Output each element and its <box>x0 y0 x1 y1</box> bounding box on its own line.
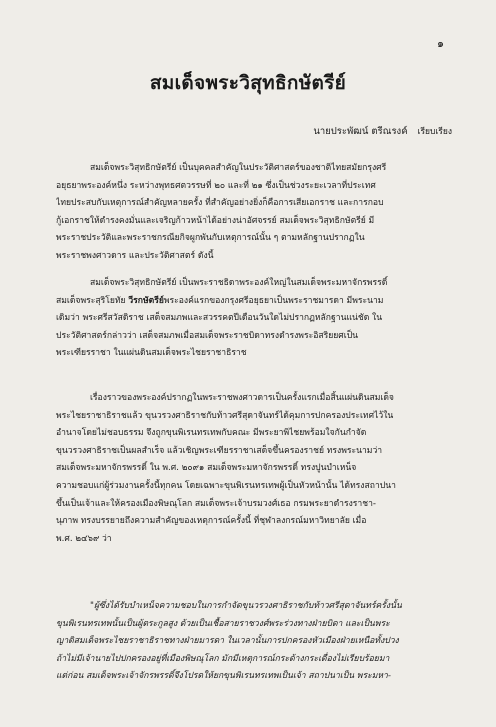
text-line: พระเฑียรราชา ในแผ่นดินสมเด็จพระไชยราชาธิราช <box>56 348 247 359</box>
quote-line: "ผู้ซึ่งได้รับบำเหน็จความชอบในการกำจัดขุนวรวงศาธิราชกับท้าวศรีสุดาจันทร์ครั้งนั้น <box>90 601 402 611</box>
quote-line: ญาติสมเด็จพระไชยราชาธิราชทางฝ่ายมารดา ในเวลานั้นการปกครองหัวเมืองฝ่ายเหนือทั้งปวง <box>56 636 399 647</box>
text-line: สมเด็จพระมหาจักรพรรดิ์ ใน พ.ศ. ๒๐๙๑ สมเด็จพระมหาจักรพรรดิ์ ทรงปูนบำเหน็จ <box>56 463 357 474</box>
text-line: พระราชประวัติและพระราชกรณียกิจผูกพันกับเหตุการณ์นั้น ๆ ตามหลักฐานปรากฏใน <box>56 233 365 244</box>
text-line: พระราชพงศาวดาร และประวัติศาสตร์ ดังนี้ <box>56 250 214 261</box>
text-line: ความชอบแก่ผู้ร่วมงานครั้งนี้ทุกคน โดยเฉพาะขุนพิเรนทรเทพผู้เป็นหัวหน้านั้น ได้ทรงสถาปนา <box>56 480 396 491</box>
quote-line: ถ้าไม่มีเจ้านายไปปกครองอยู่ที่เมืองพิษณุโลก มักมีเหตุการณ์กระด้างกระเดื่องไม่เรียบร้อยมา <box>56 653 390 664</box>
text-line: อยุธยาพระองค์หนึ่ง ระหว่างพุทธศตวรรษที่ ๒๐ และที่ ๒๑ ซึ่งเป็นช่วงระยะเวลาที่ประเทศ <box>56 180 376 191</box>
author-name: นายประพัฒน์ ตรีณรงค์ <box>313 126 408 137</box>
text-line: พระไชยราชาธิราชแล้ว ขุนวรวงศาธิราชกับท้าวศรีสุดาจันทร์ได้คุมการปกครองประเทศไว้ใน <box>56 410 394 421</box>
paragraph-1 <box>56 160 452 266</box>
text-line: สมเด็จพระวิสุทธิกษัตรีย์ เป็นพระราชธิดาพระองค์ใหญ่ในสมเด็จพระมหาจักรพรรดิ์ <box>90 278 388 288</box>
quote-line: ขุนพิเรนทรเทพนั้นเป็นผู้ตระกูลสูง ด้วยเป็นเชื้อสายราชวงศ์พระร่วงทางฝ่ายบิดา และเป็นพระ <box>56 618 390 629</box>
paragraph-2 <box>56 275 452 363</box>
quotation <box>56 598 452 686</box>
quote-line: แต่ก่อน สมเด็จพระเจ้าจักรพรรดิ์จึงโปรดให้ยกขุนพิเรนทรเทพเป็นเจ้า สถาปนาเป็น พระมหา- <box>56 671 391 682</box>
emphasis-word: วีรกษัตรีย์ <box>128 295 164 306</box>
text-line: กู้เอกราชให้ดำรงคงมั่นและเจริญก้าวหน้าได้อย่างน่าอัศจรรย์ สมเด็จพระวิสุทธิกษัตรีย์ มี <box>56 215 375 226</box>
text-line: ไทยประสบกับเหตุการณ์สำคัญหลายครั้ง ที่สำคัญอย่างยิ่งก็คือการเสียเอกราช และการกอบ <box>56 198 384 209</box>
author-line <box>313 124 452 139</box>
text-line: ขุนวรวงศาธิราชเป็นผลสำเร็จ แล้วเชิญพระเฑียรราชาเสด็จขึ้นครองราชย์ ทรงพระนามว่า <box>56 445 383 456</box>
paragraph-3 <box>56 390 452 548</box>
text-line: ประวัติศาสตร์กล่าวว่า เสด็จสมภพเมื่อสมเด็จพระราชบิดาทรงดำรงพระอิสริยยศเป็น <box>56 330 359 341</box>
text-line: อำนาจโดยไม่ชอบธรรม จึงถูกขุนพิเรนทรเทพกับคณะ มีพระยาพิไชยพร้อมใจกันกำจัด <box>56 428 367 439</box>
text-line: พ.ศ. ๒๔๖๙ ว่า <box>56 533 112 544</box>
text-line: เดิมว่า พระศรีสวัสดิราช เสด็จสมภพและสวรรคตปีเดือนวันใดไม่ปรากฏหลักฐานแน่ชัด ใน <box>56 313 383 324</box>
text-line: เรื่องราวของพระองค์ปรากฏในพระราชพงศาวดารเป็นครั้งแรกเมื่อสิ้นแผ่นดินสมเด็จ <box>90 393 394 403</box>
page-number: ๑ <box>437 37 444 50</box>
page-title: สมเด็จพระวิสุทธิกษัตรีย์ <box>149 72 347 94</box>
text-line: สมเด็จพระวิสุทธิกษัตรีย์ เป็นบุคคลสำคัญในประวัติศาสตร์ของชาติไทยสมัยกรุงศรี <box>90 163 387 173</box>
text-line: นุภาพ ทรงบรรยายถึงความสำคัญของเหตุการณ์ครั้งนี้ ที่ชุฬาลงกรณ์มหาวิทยาลัย เมื่อ <box>56 516 367 527</box>
text-line-emphasis: สมเด็จพระสุริโยทัย วีรกษัตรีย์พระองค์แรกของกรุงศรีอยุธยาเป็นพระราชมารดา มีพระนาม <box>56 295 384 306</box>
author-role: เรียบเรียง <box>417 127 452 137</box>
text-line: ขึ้นเป็นเจ้าและให้ครองเมืองพิษณุโลก สมเด็จพระเจ้าบรมวงศ์เธอ กรมพระยาดำรงราชา- <box>56 498 377 509</box>
